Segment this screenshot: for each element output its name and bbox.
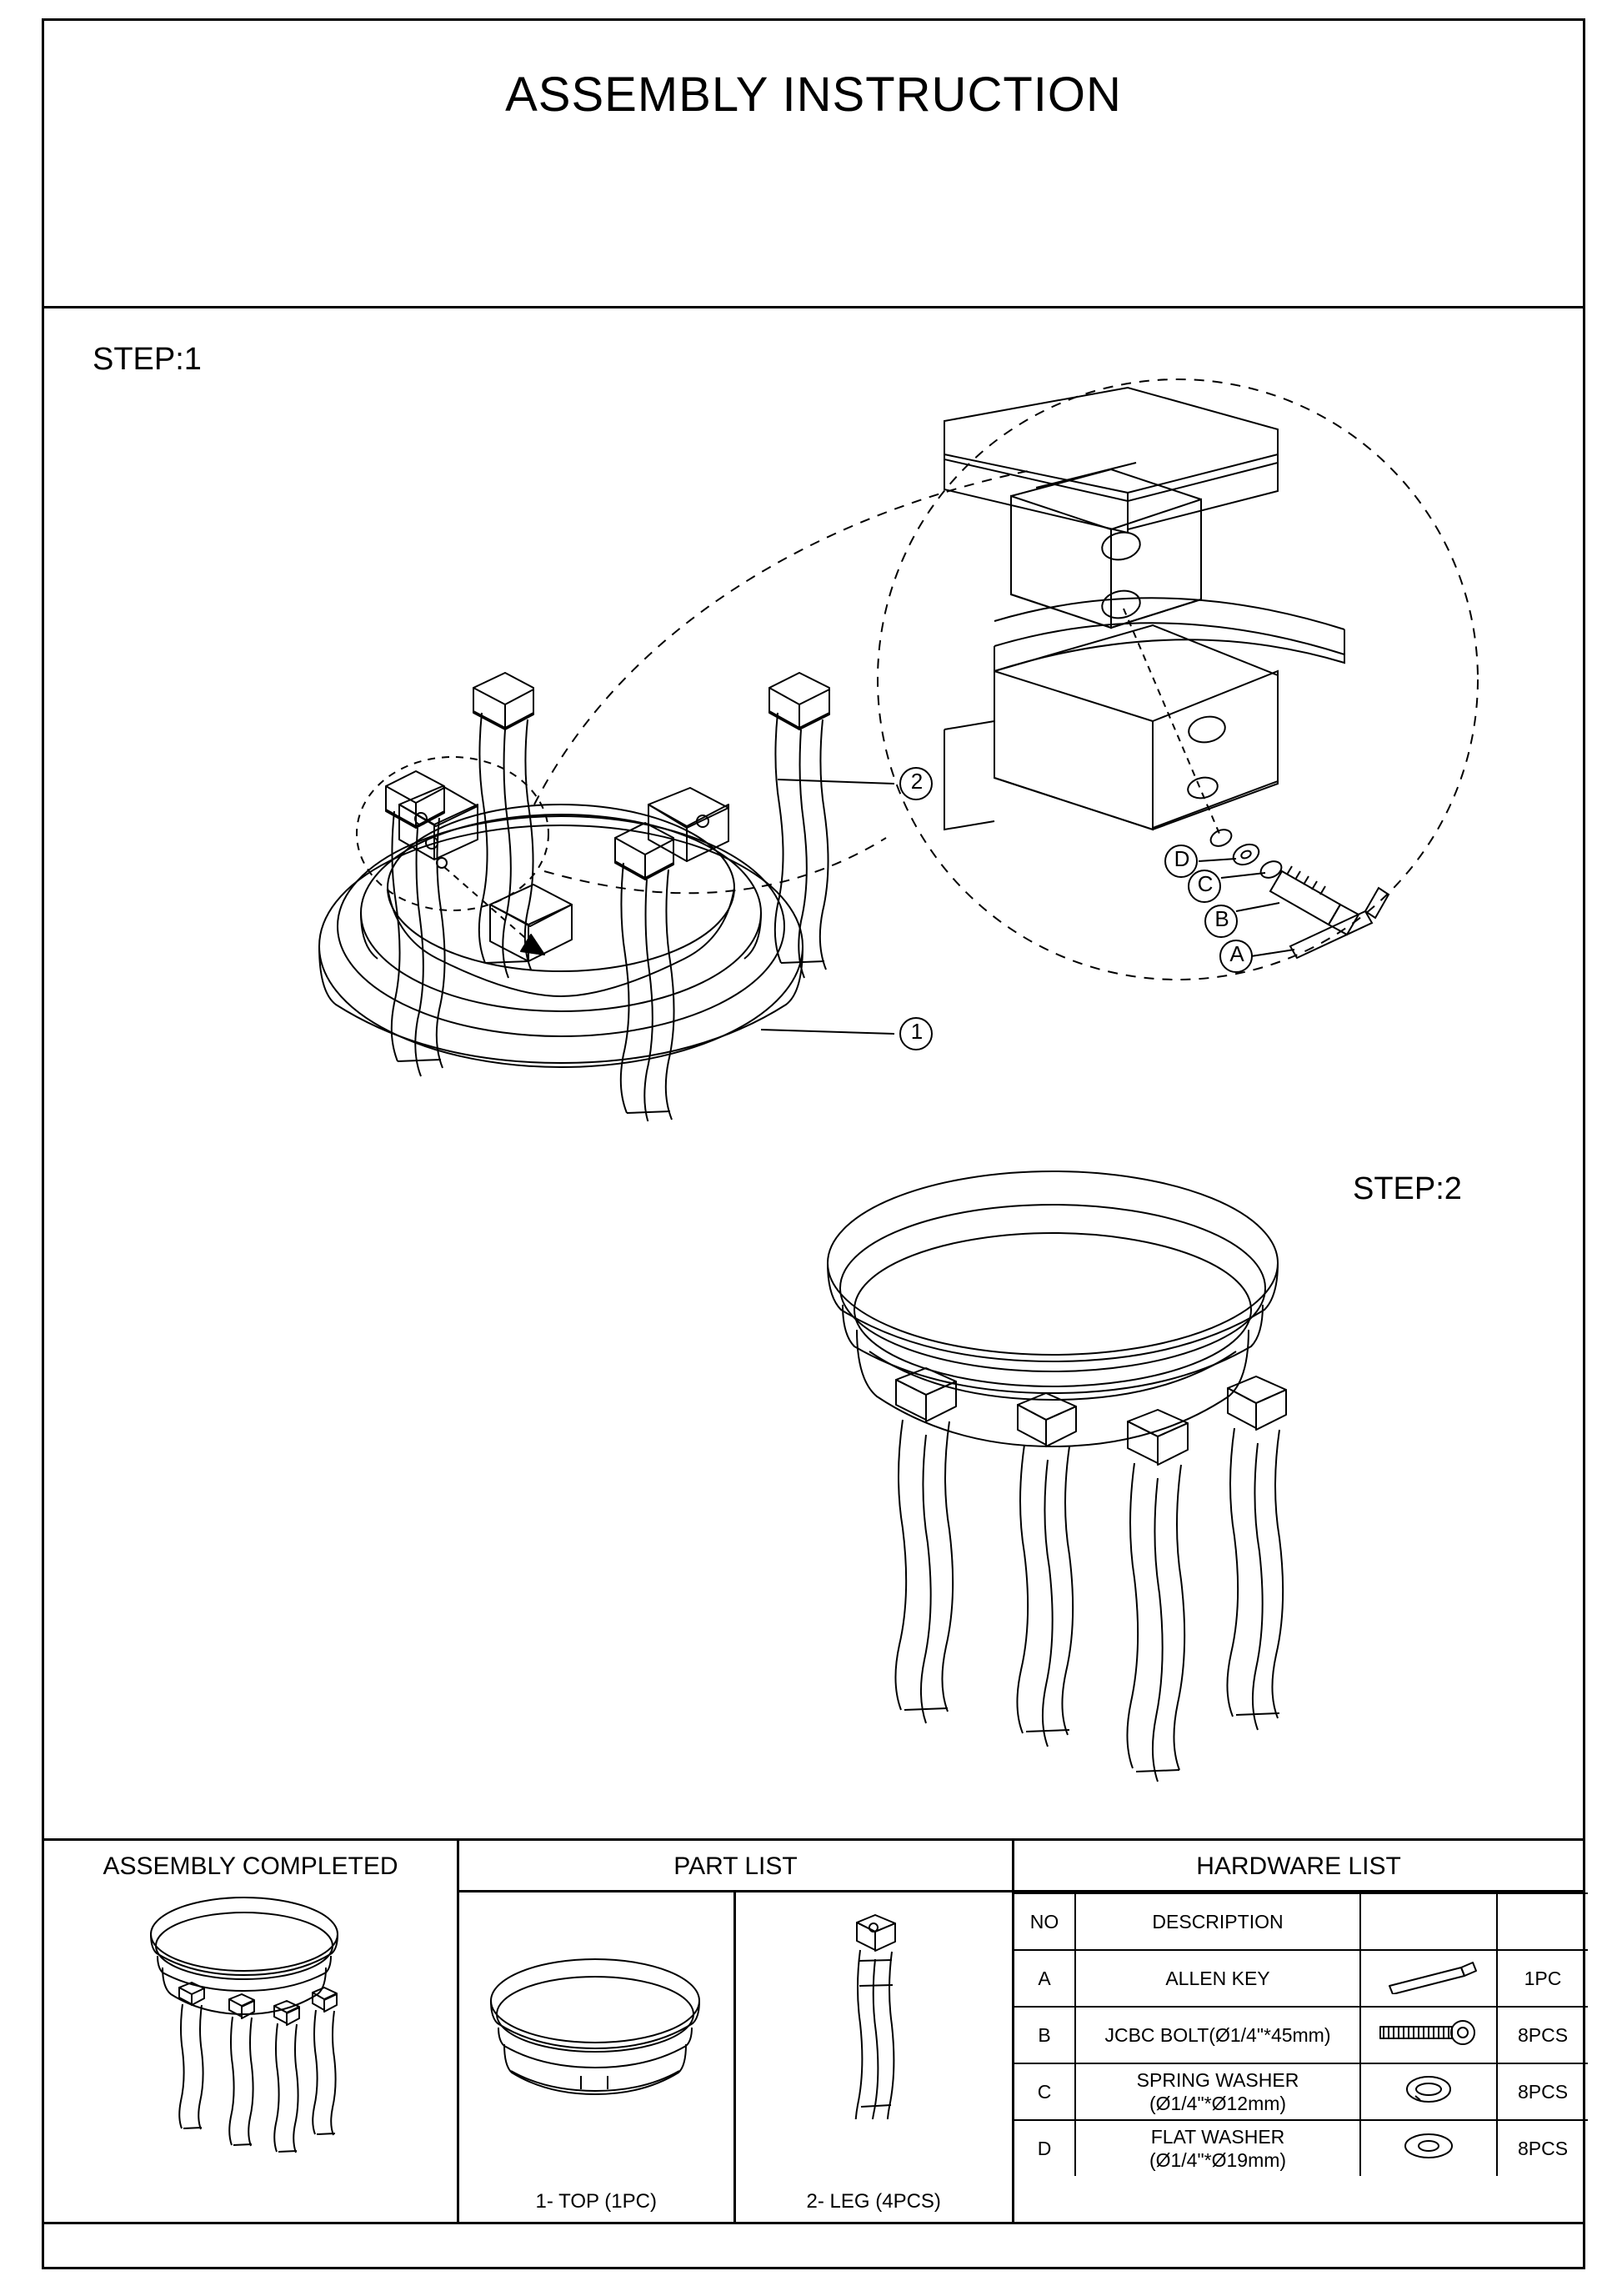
hw-no-c: C (1014, 2063, 1075, 2120)
flat-washer-symbol (1230, 840, 1262, 868)
hw-qty-b: 8PCS (1497, 2007, 1588, 2063)
assembly-completed-panel (44, 1841, 459, 2222)
detail-magnifier (534, 379, 1478, 980)
part-top-caption: 1- TOP (1PC) (535, 2190, 657, 2213)
hw-desc-c-line1: SPRING WASHER (1136, 2069, 1299, 2091)
hardware-list-panel (1014, 1841, 1583, 2222)
hw-desc-b: JCBC BOLT(Ø1/4"*45mm) (1075, 2007, 1360, 2063)
bottom-strip (44, 2222, 1583, 2269)
instruction-sheet (42, 18, 1585, 2269)
hw-qty-d: 8PCS (1497, 2120, 1588, 2176)
header-image (1360, 1893, 1497, 1950)
part-list-cell-top (459, 1892, 736, 2222)
spring-washer-icon (1360, 2063, 1497, 2120)
callout-part-2-label: 2 (910, 769, 924, 794)
step-1-label: STEP:1 (93, 342, 202, 377)
assembly-completed-title: ASSEMBLY COMPLETED (103, 1852, 398, 1880)
hw-desc-c (1075, 2063, 1360, 2120)
table-row (1014, 2063, 1588, 2120)
callout-d-label: D (1174, 846, 1190, 871)
part-leg-image (840, 1911, 915, 2119)
allen-key-symbol (1290, 888, 1389, 958)
hw-desc-a: ALLEN KEY (1075, 1950, 1360, 2007)
table-header-row (1014, 1893, 1588, 1950)
part-list-title: PART LIST (459, 1841, 1012, 1892)
hardware-list-title: HARDWARE LIST (1014, 1841, 1583, 1892)
hw-no-d: D (1014, 2120, 1075, 2176)
bolt-icon (1360, 2007, 1497, 2063)
bolt-symbol (1270, 866, 1359, 935)
hw-desc-c-line2: (Ø1/4"*Ø12mm) (1149, 2093, 1287, 2114)
table-row (1014, 2007, 1588, 2063)
hw-qty-c: 8PCS (1497, 2063, 1588, 2120)
callout-a-label: A (1229, 941, 1244, 966)
step-2-label: STEP:2 (1353, 1171, 1462, 1206)
step-1-diagram (194, 371, 1544, 1121)
assembly-completed-image (119, 1891, 386, 2166)
page-title: ASSEMBLY INSTRUCTION (505, 68, 1122, 122)
callout-c-label: C (1197, 871, 1214, 896)
step-2-diagram (778, 1155, 1378, 1822)
header-no: NO (1014, 1893, 1075, 1950)
hw-desc-d (1075, 2120, 1360, 2176)
callout-b-label: B (1214, 906, 1229, 931)
part-list-cell-leg (736, 1892, 1013, 2222)
hw-no-b: B (1014, 2007, 1075, 2063)
part-leg-caption: 2- LEG (4PCS) (806, 2190, 941, 2213)
callout-part-1-label: 1 (910, 1019, 924, 1044)
hw-desc-d-line1: FLAT WASHER (1150, 2126, 1285, 2148)
table-row (1014, 1950, 1588, 2007)
part-list-panel (459, 1841, 1014, 2222)
hardware-table (1014, 1892, 1588, 2176)
hw-no-a: A (1014, 1950, 1075, 2007)
part-top-image (483, 1951, 708, 2109)
table-row (1014, 2120, 1588, 2176)
spring-washer-symbol (1258, 858, 1284, 880)
allen-key-icon (1360, 1950, 1497, 2007)
hw-qty-a: 1PC (1497, 1950, 1588, 2007)
hw-desc-d-line2: (Ø1/4"*Ø19mm) (1149, 2149, 1287, 2171)
title-block (44, 21, 1583, 308)
header-qty (1497, 1893, 1588, 1950)
header-desc: DESCRIPTION (1075, 1893, 1360, 1950)
bottom-tables (44, 1838, 1583, 2222)
flat-washer-icon (1360, 2120, 1497, 2176)
